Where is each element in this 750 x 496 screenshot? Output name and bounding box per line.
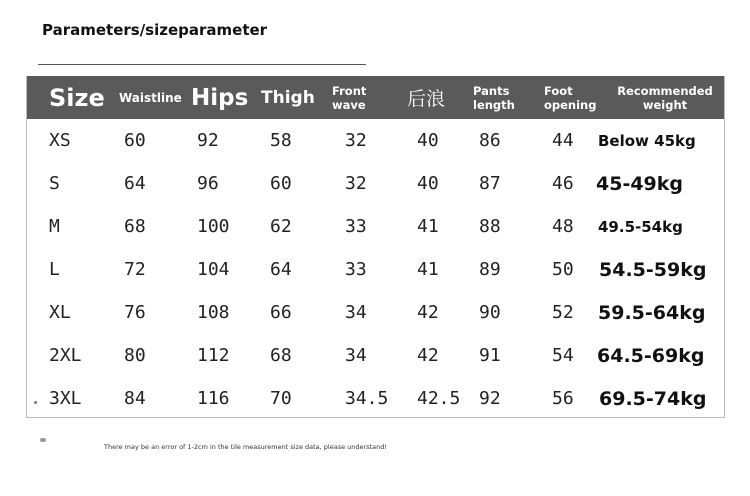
- header-recommended-weight-line2: weight: [642, 97, 688, 112]
- cell-thigh: 60: [270, 173, 292, 194]
- cell-hips: 112: [197, 345, 230, 366]
- cell-hips: 100: [197, 216, 230, 237]
- header-pants-length-line2: length: [473, 97, 515, 112]
- header-front-wave: [332, 76, 366, 119]
- table-row: [27, 162, 724, 205]
- cell-size: S: [49, 173, 60, 194]
- cell-front-wave: 34.5: [345, 388, 389, 409]
- dot-mark: [34, 401, 37, 404]
- cell-waistline: 80: [124, 345, 146, 366]
- table-row: [27, 377, 724, 420]
- cell-foot-opening: 46: [552, 173, 574, 194]
- table-row: [27, 205, 724, 248]
- cell-size: 3XL: [49, 388, 82, 409]
- cell-front-wave: 33: [345, 259, 367, 280]
- cell-size: XS: [49, 130, 71, 151]
- cell-waistline: 68: [124, 216, 146, 237]
- cell-hips: 92: [197, 130, 219, 151]
- cell-thigh: 62: [270, 216, 292, 237]
- header-size: Size: [49, 83, 105, 112]
- cell-hips: 96: [197, 173, 219, 194]
- cell-back-wave: 42: [417, 345, 439, 366]
- header-waistline: Waistline: [119, 90, 182, 105]
- cell-front-wave: 33: [345, 216, 367, 237]
- cell-waistline: 76: [124, 302, 146, 323]
- header-foot-opening-line2: opening: [544, 97, 597, 112]
- cell-waistline: 60: [124, 130, 146, 151]
- cell-thigh: 68: [270, 345, 292, 366]
- header-foot-opening-line1: Foot: [544, 83, 573, 98]
- cell-back-wave: 42: [417, 302, 439, 323]
- cell-hips: 104: [197, 259, 230, 280]
- cell-pants-length: 88: [479, 216, 501, 237]
- header-recommended-weight: [617, 76, 713, 119]
- cell-thigh: 58: [270, 130, 292, 151]
- cell-size: XL: [49, 302, 71, 323]
- header-back-wave: 后浪: [407, 88, 446, 110]
- header-foot-opening: [544, 76, 596, 119]
- table-row: [27, 119, 724, 162]
- cell-front-wave: 32: [345, 173, 367, 194]
- cell-recommended-weight: 54.5-59kg: [599, 258, 707, 281]
- footnote: There may be an error of 1-2cm in the tile measurement size data, please understand!: [104, 443, 387, 451]
- cell-back-wave: 41: [417, 216, 439, 237]
- table-row: [27, 248, 724, 291]
- cell-thigh: 66: [270, 302, 292, 323]
- header-hips: Hips: [191, 84, 249, 111]
- cell-back-wave: 40: [417, 130, 439, 151]
- cell-hips: 108: [197, 302, 230, 323]
- cell-recommended-weight: Below 45kg: [598, 131, 696, 150]
- cell-size: L: [49, 259, 60, 280]
- cell-recommended-weight: 64.5-69kg: [597, 344, 705, 367]
- cell-foot-opening: 52: [552, 302, 574, 323]
- cell-pants-length: 90: [479, 302, 501, 323]
- cell-recommended-weight: 59.5-64kg: [598, 301, 706, 324]
- cell-front-wave: 34: [345, 302, 367, 323]
- cell-pants-length: 87: [479, 173, 501, 194]
- cell-pants-length: 86: [479, 130, 501, 151]
- smudge-mark: [40, 438, 46, 442]
- header-front-wave-line1: Front: [332, 83, 367, 98]
- title-underline: [38, 64, 366, 65]
- cell-waistline: 64: [124, 173, 146, 194]
- cell-thigh: 70: [270, 388, 292, 409]
- cell-waistline: 84: [124, 388, 146, 409]
- header-recommended-weight-line1: Recommended: [617, 83, 713, 98]
- cell-size: M: [49, 216, 60, 237]
- table-row: [27, 291, 724, 334]
- cell-back-wave: 42.5: [417, 388, 461, 409]
- cell-back-wave: 40: [417, 173, 439, 194]
- header-pants-length: [473, 76, 515, 119]
- cell-recommended-weight: 69.5-74kg: [599, 387, 707, 410]
- cell-foot-opening: 44: [552, 130, 574, 151]
- cell-pants-length: 92: [479, 388, 501, 409]
- cell-pants-length: 89: [479, 259, 501, 280]
- cell-recommended-weight: 45-49kg: [596, 172, 684, 195]
- cell-waistline: 72: [124, 259, 146, 280]
- cell-foot-opening: 48: [552, 216, 574, 237]
- table-header: [27, 76, 724, 119]
- cell-foot-opening: 54: [552, 345, 574, 366]
- header-thigh: Thigh: [261, 87, 315, 108]
- cell-thigh: 64: [270, 259, 292, 280]
- size-table: [26, 76, 725, 418]
- cell-back-wave: 41: [417, 259, 439, 280]
- header-front-wave-line2: wave: [332, 97, 366, 112]
- cell-hips: 116: [197, 388, 230, 409]
- cell-pants-length: 91: [479, 345, 501, 366]
- table-row: [27, 334, 724, 377]
- cell-foot-opening: 50: [552, 259, 574, 280]
- cell-foot-opening: 56: [552, 388, 574, 409]
- cell-recommended-weight: 49.5-54kg: [598, 217, 683, 236]
- header-pants-length-line1: Pants: [473, 83, 510, 98]
- page-title: Parameters/sizeparameter: [42, 21, 268, 39]
- cell-front-wave: 34: [345, 345, 367, 366]
- cell-size: 2XL: [49, 345, 82, 366]
- cell-front-wave: 32: [345, 130, 367, 151]
